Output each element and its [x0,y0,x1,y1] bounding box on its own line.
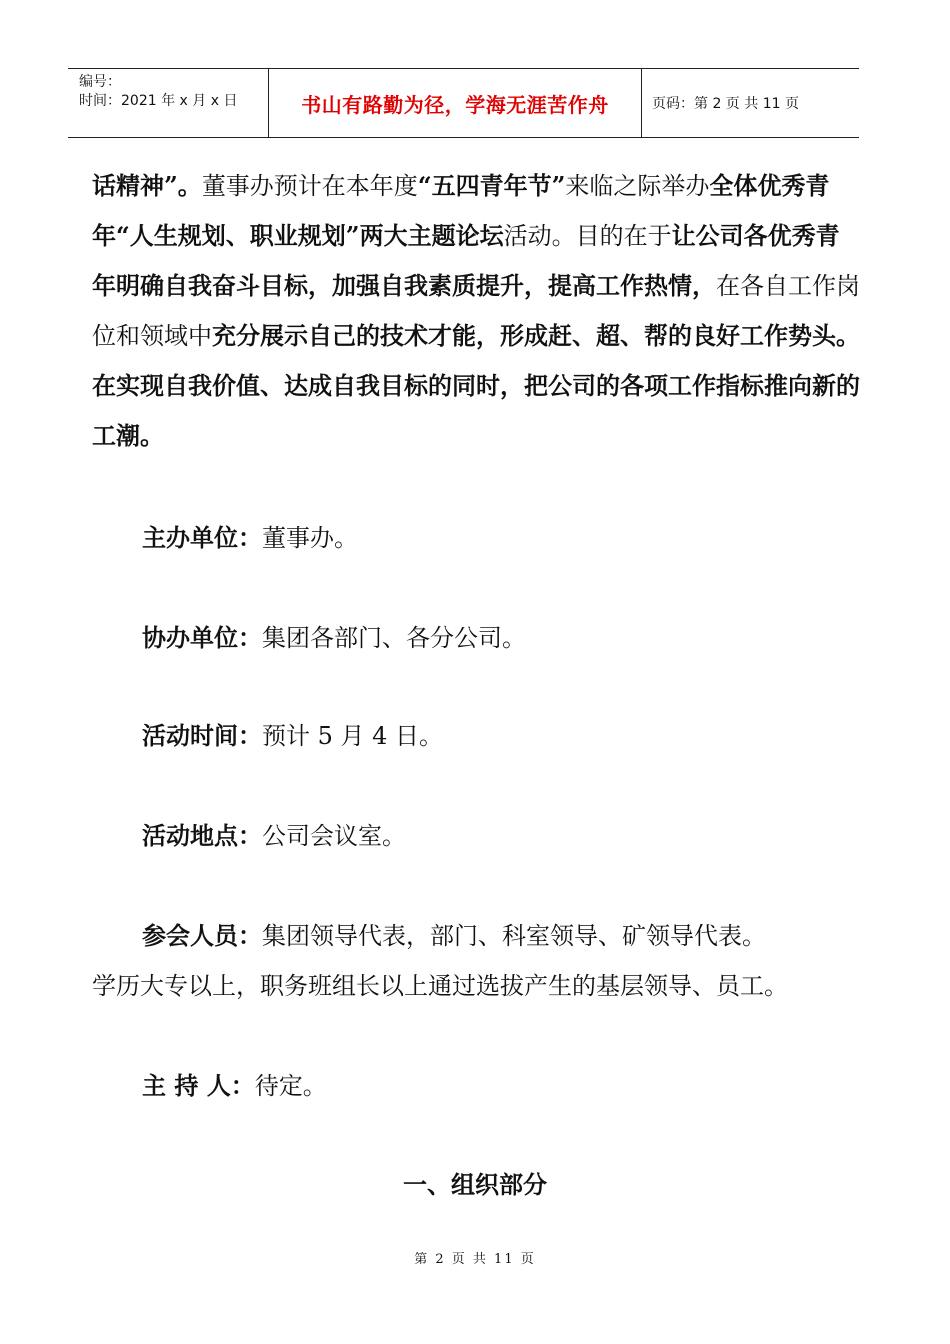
mc-label: 主 持 人： [142,1071,255,1100]
host-value: 董事办。 [262,524,358,552]
page-header [68,68,859,138]
intro-s7: 让公司各优秀青年明确自我奋斗目标，加强自我素质提升，提高工作热情， [92,221,840,300]
intro-s1: 话精神”。 [92,171,202,200]
co-host-item [142,618,526,653]
co-host-label: 协办单位： [142,623,262,652]
intro-s6: 活动。目的在于 [503,222,672,250]
mc-item [142,1066,327,1101]
event-place-value: 公司会议室。 [262,822,406,850]
intro-s8: 在各自工作岗位和领域中 [92,272,860,350]
header-id-label: 编号： [79,74,121,90]
event-place-item [142,816,406,851]
header-time-label: 时间：2021 年 x 月 x 日 [79,93,238,109]
attendees-value: 集团领导代表，部门、科室领导、矿领导代表。 [262,922,766,950]
header-motto: 书山有路勤为径，学海无涯苦作舟 [269,69,642,137]
co-host-value: 集团各部门、各分公司。 [262,624,526,652]
mc-value: 待定。 [254,1072,327,1100]
page-footer: 第 2 页 共 11 页 [414,1252,536,1267]
intro-s3: “五四青年节” [417,171,566,200]
event-time-label: 活动时间： [142,721,262,750]
attendees-label: 参会人员： [142,921,262,950]
event-time-item [142,716,443,751]
host-label: 主办单位： [142,523,262,552]
intro-s2: 董事办预计在本年度 [201,172,418,200]
attendees-continuation: 学历大专以上，职务班组长以上通过选拔产生的基层领导、员工。 [92,972,788,1000]
header-meta [68,69,269,137]
intro-paragraph [92,161,862,461]
host-item [142,518,358,553]
header-page-info: 页码：第 2 页 共 11 页 [652,96,799,112]
event-place-label: 活动地点： [142,821,262,850]
event-time-value: 预计 5 月 4 日。 [262,722,444,750]
intro-s4: 来临之际举办 [565,172,710,200]
intro-s5: 全体优秀青年“人生规划、职业规划”两大主题论坛 [92,171,830,250]
attendees-item [142,916,766,951]
intro-s9: 充分展示自己的技术才能，形成赶、超、帮的良好工作势头。在实现自我价值、达成自我目标的同时，把公司的各项工作指标推向新的工潮。 [92,321,860,450]
section-title: 一、组织部分 [403,1171,547,1199]
